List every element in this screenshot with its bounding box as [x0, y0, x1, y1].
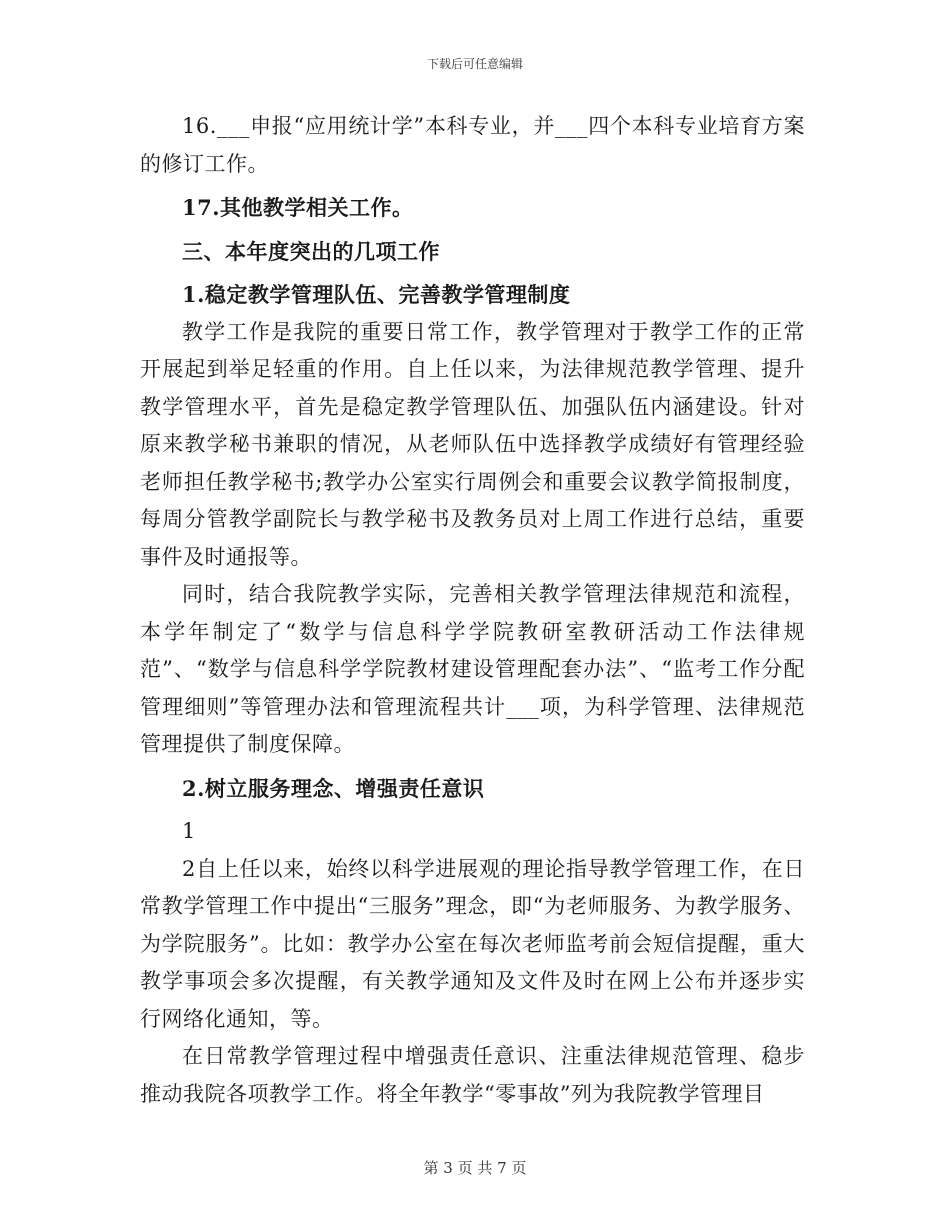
section-3-heading: 三、本年度突出的几项工作	[182, 238, 440, 264]
page-footer: 第 3 页 共 7 页	[423, 1159, 527, 1177]
document-body	[140, 108, 805, 1113]
body-paragraph: 同时，结合我院教学实际，完善相关教学管理法律规范和流程，本学年制定了“数学与信息科学学院教研室教研活动工作法律规范”、“数学与信息科学学院教材建设管理配套办法”、“监考工作分配管理细则”等管理办法和管理流程共计___项，为科学管理、法律规范管理提供了制度保障。	[140, 582, 805, 756]
item-17-heading: 17.其他教学相关工作。	[182, 195, 414, 220]
item-16-paragraph: 16.___申报“应用统计学”本科专业，并___四个本科专业培育方案的修订工作。	[140, 114, 805, 176]
page-header: 下载后可任意编辑	[426, 57, 523, 71]
body-paragraph: 在日常教学管理过程中增强责任意识、注重法律规范管理、稳步推动我院各项教学工作。将全年教学“零事故”列为我院教学管理目	[140, 1044, 805, 1106]
stray-number: 1	[182, 819, 196, 843]
body-paragraph: 教学工作是我院的重要日常工作，教学管理对于教学工作的正常开展起到举足轻重的作用。自上任以来，为法律规范教学管理、提升教学管理水平，首先是稳定教学管理队伍、加强队伍内涵建设。针对原来教学秘书兼职的情况，从老师队伍中选择教学成绩好有管理经验老师担任教学秘书;教学办公室实行周例会和重要会议教学简报制度，每周分管教学副院长与教学秘书及教务员对上周工作进行总结，重要事件及时通报等。	[140, 319, 805, 569]
body-paragraph: 2自上任以来，始终以科学进展观的理论指导教学管理工作，在日常教学管理工作中提出“三服务”理念，即“为老师服务、为教学服务、为学院服务”。比如：教学办公室在每次老师监考前会短信提醒，重大教学事项会多次提醒，有关教学通知及文件及时在网上公布并逐步实行网络化通知，等。	[140, 856, 805, 1031]
subsection-2-heading: 2.树立服务理念、增强责任意识	[182, 775, 485, 801]
subsection-1-heading: 1.稳定教学管理队伍、完善教学管理制度	[182, 282, 571, 307]
